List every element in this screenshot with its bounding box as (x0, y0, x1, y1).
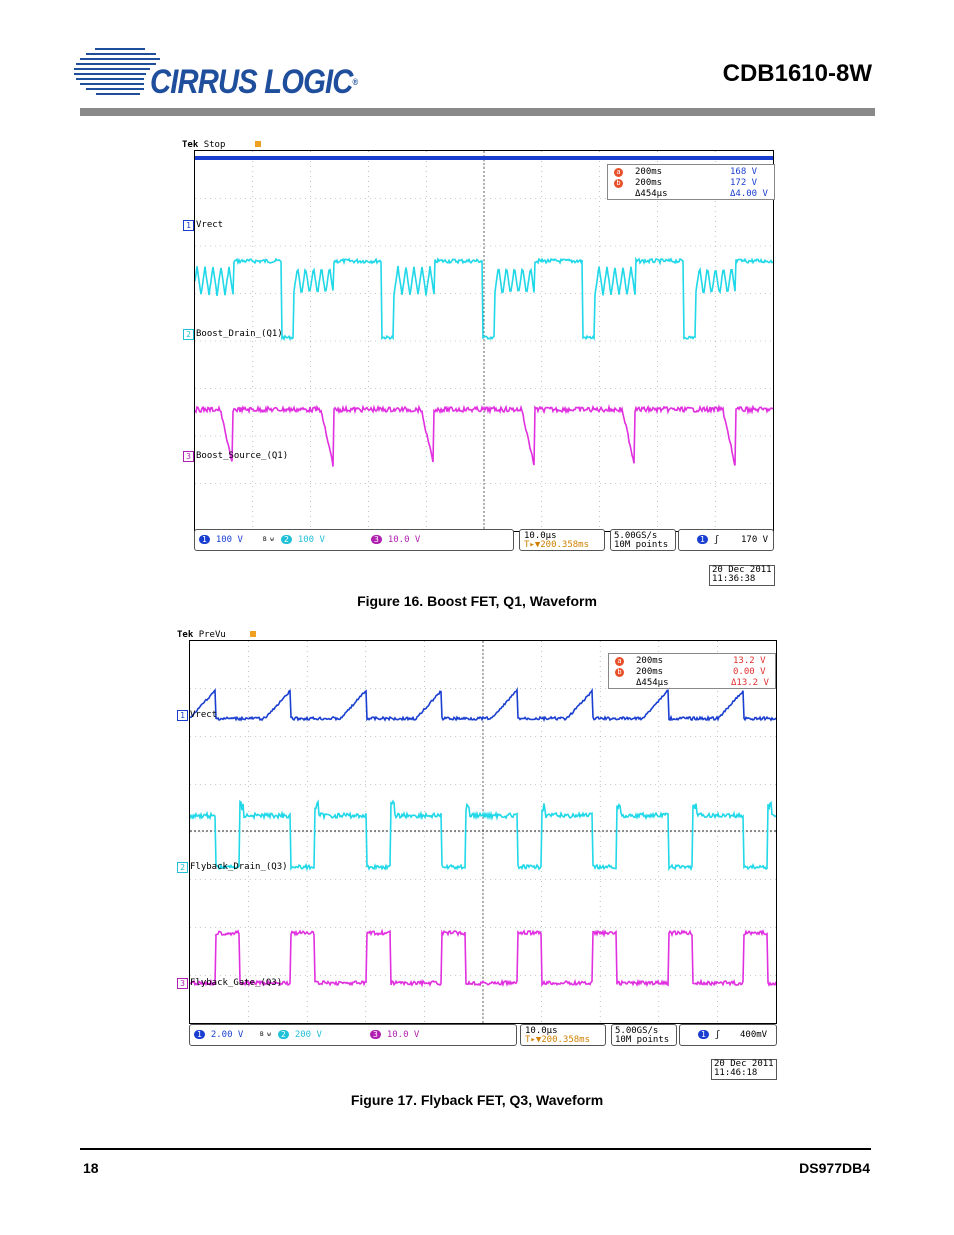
figure16-acquisition: 5.00GS/s 10M points (610, 529, 676, 551)
brand-name: CIRRUS LOGIC® (150, 63, 358, 101)
figure16-graticule (194, 150, 774, 532)
figure17-vertical-scales: 1 2.00 V B w 2 200 V 3 10.0 V (189, 1024, 517, 1046)
figure17-graticule (189, 640, 777, 1024)
figure16-cursor-delta: Δ454μs Δ4.00 V (635, 189, 768, 199)
figure16-cursor-b: b 200ms 172 V (614, 178, 662, 188)
figure17-timebase: 10.0μs T▸▼200.358ms (520, 1024, 606, 1046)
figure16-ch1-trace (195, 156, 773, 160)
figure16-cursor-a: a 200ms 168 V (614, 167, 662, 177)
figure17-tek-header: Tek PreVu (177, 630, 226, 640)
figure16-timestamp: 20 Dec 2011 11:36:38 (709, 565, 775, 586)
figure17-ch1-label: 1 Vrect (177, 710, 217, 721)
figure17-trigger-marker-icon (250, 631, 256, 637)
figure16-caption: Figure 16. Boost FET, Q1, Waveform (357, 593, 597, 609)
figure16-ch1-label: 1 Vrect (183, 220, 223, 231)
figure16-ch3-label: 3 Boost_Source_(Q1) (183, 451, 288, 462)
figure17-cursor-b: b 200ms 0.00 V (615, 667, 663, 677)
page-number: 18 (83, 1160, 99, 1176)
document-code: DS977DB4 (799, 1160, 870, 1176)
document-title: CDB1610-8W (722, 60, 872, 87)
figure17-timestamp: 20 Dec 2011 11:46:18 (711, 1059, 777, 1080)
figure16-trigger-marker-icon (255, 141, 261, 147)
figure17-trigger: 1 ʃ 400mV (679, 1024, 777, 1046)
footer-divider (80, 1148, 871, 1150)
figure16-ch2-label: 2 Boost_Drain_(Q1) (183, 329, 283, 340)
figure17-cursor-delta: Δ454μs Δ13.2 V (636, 678, 769, 688)
figure16-tek-header: Tek Stop (182, 140, 226, 150)
figure17-acquisition: 5.00GS/s 10M points (611, 1024, 677, 1046)
figure16-scope (180, 138, 780, 588)
figure17-scope (175, 628, 780, 1083)
header-divider (80, 108, 875, 116)
figure17-ch3-label: 3 Flyback_Gate_(Q3) (177, 978, 282, 989)
figure17-cursor-a: a 200ms 13.2 V (615, 656, 663, 666)
figure17-cursor-readout (608, 653, 776, 689)
figure16-vertical-scales: 1 100 V B w 2 100 V 3 10.0 V (194, 529, 514, 551)
figure17-caption: Figure 17. Flyback FET, Q3, Waveform (350, 1092, 604, 1108)
figure16-trigger: 1 ʃ 170 V (678, 529, 774, 551)
figure17-ch2-label: 2 Flyback_Drain_(Q3) (177, 862, 288, 873)
figure16-timebase: 10.0μs T▸▼200.358ms (519, 529, 605, 551)
figure16-cursor-readout (607, 164, 775, 200)
